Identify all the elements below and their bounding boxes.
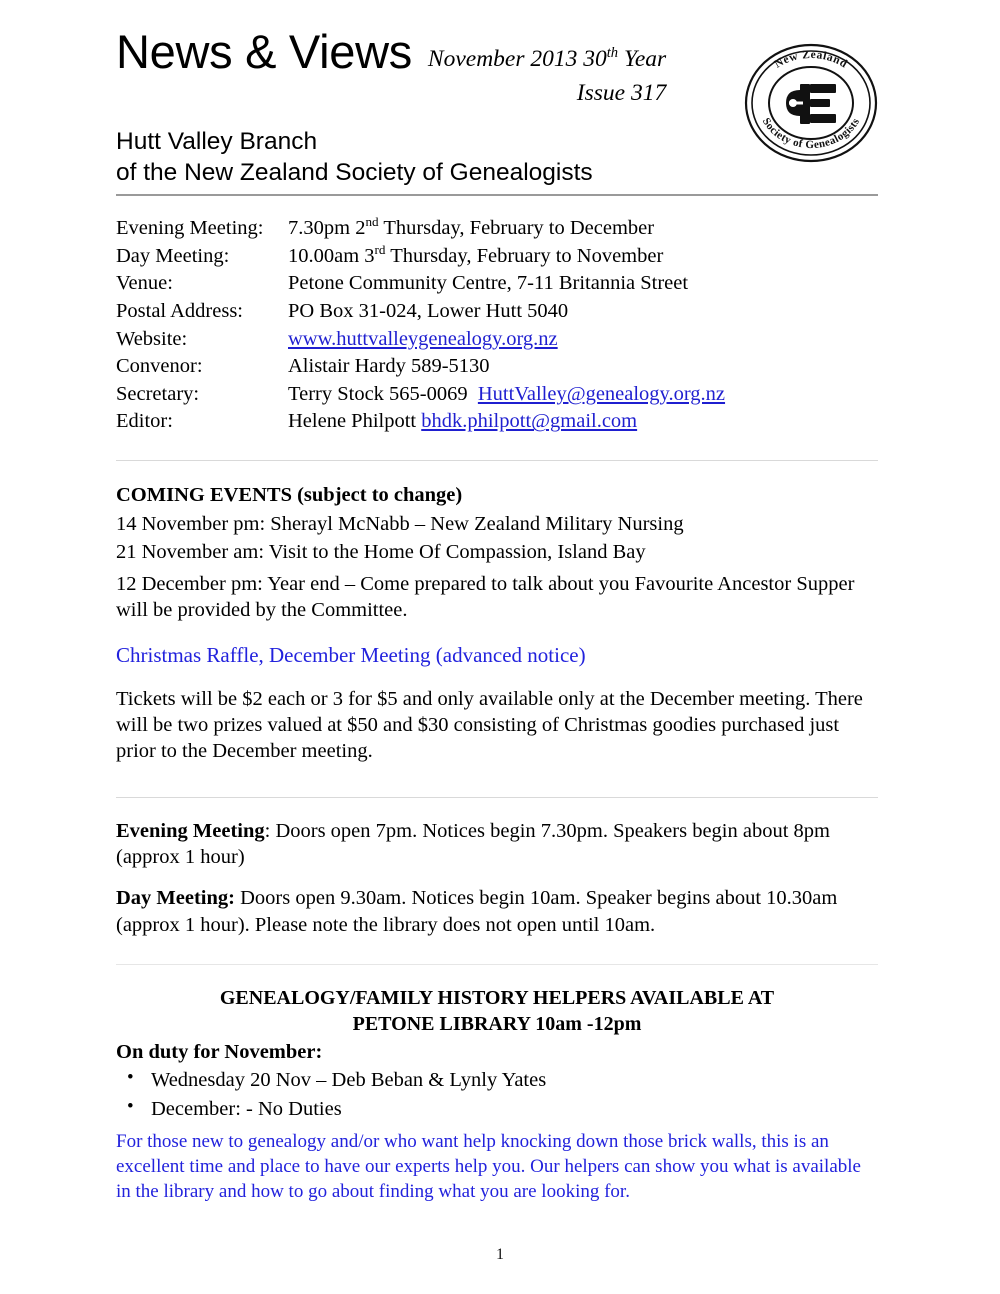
website-link[interactable]: www.huttvalleygenealogy.org.nz <box>288 327 558 350</box>
bullet-icon: • <box>127 1096 134 1118</box>
coming-events-heading: COMING EVENTS (subject to change) <box>116 484 463 507</box>
event-item: 14 November pm: Sherayl McNabb – New Zealand Military Nursing <box>116 512 684 535</box>
info-label: Postal Address: <box>116 299 243 322</box>
info-row-editor <box>116 408 725 436</box>
info-label: Evening Meeting: <box>116 217 264 239</box>
branch-info-table <box>116 215 725 436</box>
masthead <box>0 0 1000 194</box>
issue-number: Issue 317 <box>576 80 667 107</box>
meeting-time-post: Thursday, February to December <box>378 217 655 239</box>
library-helpers-section <box>0 985 1000 1204</box>
editor-email-link[interactable]: bhdk.philpott@gmail.com <box>421 410 638 433</box>
branch-line-1: Hutt Valley Branch <box>116 128 318 156</box>
info-row-evening-meeting <box>116 215 725 243</box>
secretary-email-link[interactable]: HuttValley@genealogy.org.nz <box>477 382 726 405</box>
duty-text: Wednesday 20 Nov – Deb Beban & Lynly Yates <box>151 1069 547 1092</box>
svg-text:Society of Genealogists: Society of Genealogists <box>759 115 863 152</box>
meeting-times-section <box>0 818 1000 939</box>
info-row-day-meeting <box>116 243 725 271</box>
divider-events <box>116 460 878 461</box>
info-label: Website: <box>116 327 188 350</box>
publication-title: News & Views <box>116 25 412 78</box>
christmas-raffle-heading: Christmas Raffle, December Meeting (advanced notice) <box>116 642 586 667</box>
page-footer <box>0 1246 1000 1264</box>
info-value <box>288 381 725 409</box>
info-row-convenor <box>116 353 725 381</box>
christmas-raffle-body: Tickets will be $2 each or 3 for $5 and only available only at the December meeting. There will be two prizes valued at $50 and $30 consisting of Christmas goodies purchased just prior to the December meeting. <box>116 687 863 763</box>
on-duty-heading: On duty for November: <box>116 1041 323 1064</box>
bullet-icon: • <box>127 1067 134 1089</box>
day-meeting-text: Doors open 9.30am. Notices begin 10am. Speaker begins about 10.30am (approx 1 hour). Please note the library does not open until 10am. <box>116 886 838 936</box>
list-item <box>116 1066 878 1095</box>
divider-masthead <box>116 194 878 196</box>
info-value: PO Box 31-024, Lower Hutt 5040 <box>288 299 569 322</box>
branch-line-2: of the New Zealand Society of Genealogists <box>116 159 593 187</box>
coming-events-section <box>0 483 1000 765</box>
nzsg-seal-logo <box>740 32 882 174</box>
svg-text:New Zealand: New Zealand <box>772 48 850 71</box>
divider-library <box>116 964 878 965</box>
issue-date-post: Year <box>618 46 667 72</box>
page-number: 1 <box>496 1246 504 1263</box>
event-item: 12 December pm: Year end – Come prepared to talk about you Favourite Ancestor Supper will be provided by the Committee. <box>116 573 855 622</box>
duty-roster-list <box>116 1066 878 1123</box>
divider-meetings <box>116 797 878 798</box>
branch-info-block <box>0 215 1000 436</box>
duty-text: December: - No Duties <box>151 1098 342 1121</box>
info-label: Day Meeting: <box>116 244 230 267</box>
evening-meeting-text: : Doors open 7pm. Notices begin 7.30pm. Speakers begin about 8pm (approx 1 hour) <box>116 819 830 869</box>
evening-meeting-label: Evening Meeting <box>116 819 265 842</box>
list-item <box>116 1095 878 1124</box>
info-value <box>288 408 725 436</box>
info-value <box>288 243 725 271</box>
event-item: 21 November am: Visit to the Home Of Compassion, Island Bay <box>116 540 646 563</box>
library-helpers-title <box>116 985 878 1037</box>
info-row-secretary <box>116 381 725 409</box>
issue-date-pre: November 2013 30 <box>427 46 607 72</box>
info-label: Venue: <box>116 272 173 295</box>
evening-meeting-details <box>116 818 878 871</box>
info-value: Petone Community Centre, 7-11 Britannia Street <box>288 272 689 295</box>
library-helpers-note: For those new to genealogy and/or who want help knocking down those brick walls, this is an excellent time and place to have our experts help you. Our helpers can show you what is available in the library and how to go about finding what you are looking for. <box>116 1130 861 1203</box>
info-label: Convenor: <box>116 355 203 378</box>
ordinal-suffix: nd <box>365 214 379 230</box>
info-value <box>288 215 725 243</box>
info-row-postal-address <box>116 298 725 326</box>
day-meeting-label: Day Meeting: <box>116 886 235 909</box>
info-row-website <box>116 326 725 354</box>
meeting-time-post: Thursday, February to November <box>385 244 664 267</box>
editor-name: Helene Philpott <box>288 410 422 433</box>
issue-date-ordinal: th <box>606 45 619 62</box>
meeting-time-pre: 7.30pm 2 <box>288 217 366 239</box>
info-value: Alistair Hardy 589-5130 <box>288 355 490 378</box>
meeting-time-pre: 10.00am 3 <box>288 244 375 267</box>
issue-info <box>428 42 666 110</box>
day-meeting-details <box>116 885 878 938</box>
info-value <box>288 326 725 354</box>
info-label: Secretary: <box>116 382 200 405</box>
library-title-line-2: PETONE LIBRARY 10am -12pm <box>352 1013 642 1036</box>
ordinal-suffix: rd <box>374 241 386 257</box>
info-label: Editor: <box>116 410 173 433</box>
library-title-line-1: GENEALOGY/FAMILY HISTORY HELPERS AVAILABLE AT <box>219 987 775 1010</box>
secretary-name-phone: Terry Stock 565-0069 <box>288 382 473 405</box>
info-row-venue <box>116 270 725 298</box>
